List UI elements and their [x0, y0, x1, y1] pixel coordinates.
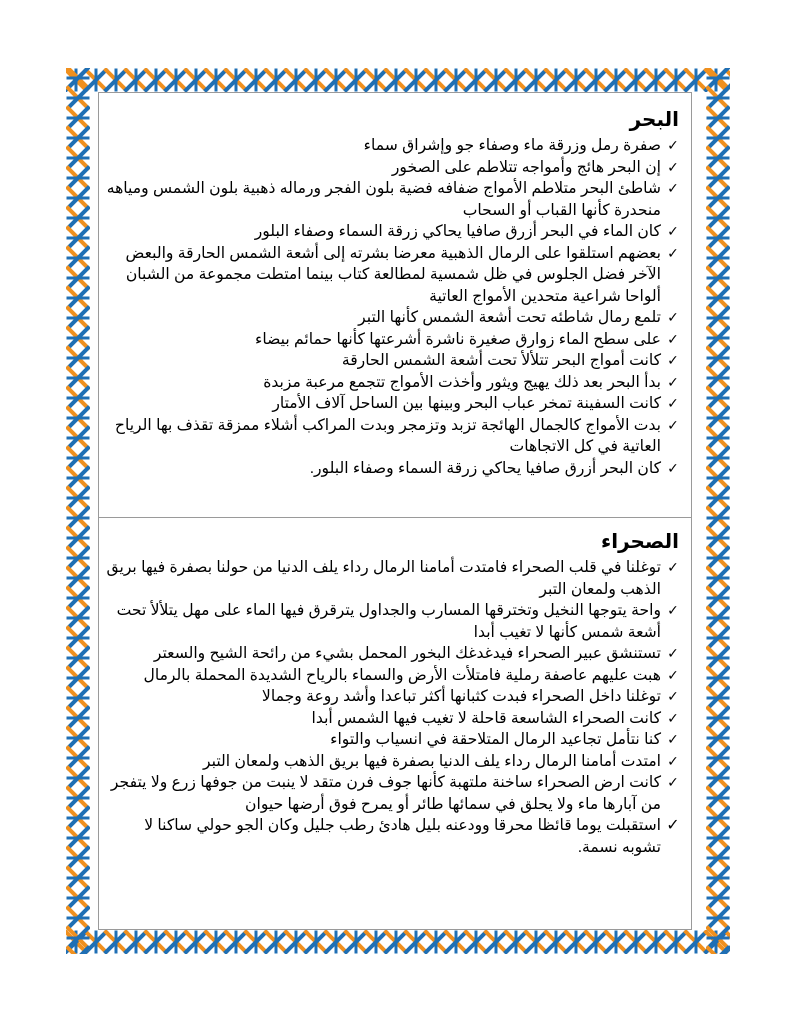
list-item: [105, 157, 681, 179]
checkmark-icon: ✓: [667, 330, 679, 347]
list-item-text: إن البحر هائج وأمواجه تتلاطم على الصخور: [391, 158, 661, 176]
list-item: [105, 221, 681, 243]
desert-list: [105, 557, 681, 858]
list-item: [105, 415, 681, 458]
checkmark-icon: ✓: [667, 180, 679, 196]
list-item: [105, 557, 681, 600]
decorative-border-right: [706, 68, 730, 954]
list-item-text: تلمع رمال شاطئه تحت أشعة الشمس كأنها التبر: [358, 309, 661, 326]
checkmark-icon: ✓: [666, 817, 680, 834]
section-sea: [99, 107, 691, 479]
checkmark-icon: ✓: [667, 309, 679, 325]
list-item-text: استقبلت يوما قائظا محرقا وودعنه بليل هادئ رطب جليل وكان الجو حولي ساكنا لا تشوبه نسمة.: [144, 817, 661, 856]
list-item-text: كان الماء في البحر أزرق صافيا يحاكي زرقة السماء وصفاء البلور: [254, 223, 661, 240]
checkmark-icon: ✓: [667, 602, 679, 618]
list-item-text: كانت السفينة تمخر عباب البحر وبينها بين الساحل آلاف الأمتار: [272, 395, 661, 412]
list-item: [105, 135, 681, 157]
checkmark-icon: ✓: [667, 559, 679, 575]
checkmark-icon: ✓: [667, 373, 679, 390]
list-item-text: كانت أمواج البحر تتلألأ تحت أشعة الشمس الحارقة: [341, 352, 661, 369]
list-item-text: توغلنا في قلب الصحراء فامتدت أمامنا الرمال رداء يلف الدنيا من حولنا بصفرة فيها بريق الذهب ولمعان التبر: [106, 559, 661, 598]
list-item: [105, 686, 681, 708]
sea-list: [105, 135, 681, 479]
checkmark-icon: ✓: [667, 752, 679, 769]
list-item-text: توغلنا داخل الصحراء فبدت كثبانها أكثر تباعدا وأشد روعة وجمالا: [261, 688, 661, 705]
knot-pattern-bottom: [66, 930, 730, 954]
list-item: [105, 729, 681, 751]
section-title-sea: البحر: [629, 109, 679, 131]
knot-pattern-left: [66, 68, 90, 954]
list-item-text: هبت عليهم عاصفة رملية فامتلأت الأرض والسماء بالرياح الشديدة المحملة بالرمال: [143, 666, 661, 684]
list-item-text: واحة يتوجها النخيل وتخترقها المسارب والجداول يترقرق فيها الماء على مهل يتلألأ تحت أشعة شمس كأنها لا تغيب أبدا: [116, 602, 661, 641]
checkmark-icon: ✓: [667, 666, 679, 683]
list-item-text: كانت الصحراء الشاسعة قاحلة لا تغيب فيها الشمس أبدا: [311, 709, 661, 727]
list-item: [105, 772, 681, 815]
list-item: [105, 178, 681, 221]
checkmark-icon: ✓: [667, 158, 679, 175]
list-item: [105, 600, 681, 643]
list-item-text: صفرة رمل وزرقة ماء وصفاء جو وإشراق سماء: [363, 137, 661, 154]
list-item-text: على سطح الماء زوارق صغيرة ناشرة أشرعتها كأنها حمائم بيضاء: [255, 330, 661, 348]
checkmark-icon: ✓: [667, 688, 679, 704]
checkmark-icon: ✓: [667, 731, 679, 747]
decorative-border-bottom: [66, 930, 730, 954]
list-item-text: بدأ البحر بعد ذلك يهيج ويثور وأخذت الأمواج تتجمع مرعبة مزبدة: [263, 373, 661, 391]
list-item-text: كنا نتأمل تجاعيد الرمال المتلاحقة في انسياب والتواء: [330, 731, 661, 748]
checkmark-icon: ✓: [667, 137, 679, 153]
list-item-text: كان البحر أزرق صافيا يحاكي زرقة السماء وصفاء البلور.: [309, 459, 661, 477]
list-item: [105, 458, 681, 480]
decorative-border-left: [66, 68, 90, 954]
list-item-text: شاطئ البحر متلاطم الأمواج ضفافه فضية بلون الفجر ورماله ذهبية بلون الشمس ومياهه منحدرة كأنها القباب أو السحاب: [106, 180, 661, 219]
list-item: [105, 393, 681, 415]
list-item-text: تستنشق عبير الصحراء فيدغدغك البخور المحمل بشيء من رائحة الشيح والسعتر: [153, 645, 661, 662]
list-item: [105, 307, 681, 329]
section-title-desert: الصحراء: [600, 531, 679, 553]
list-item-text: كانت ارض الصحراء ساخنة ملتهبة كأنها جوف فرن متقد لا ينبت من جوفها زرع ولا يتفجر من آبارها ماء ولا يحلق في سمائها طائر أو يمرح فوق أرضها حيوان: [110, 774, 661, 813]
checkmark-icon: ✓: [667, 774, 679, 790]
checkmark-icon: ✓: [667, 395, 679, 411]
section-divider: [99, 517, 691, 518]
list-item: [105, 350, 681, 372]
list-item-text: بدت الأمواج كالجمال الهائجة تزبد وتزمجر وبدت المراكب أشلاء ممزقة تقذف بها الرياح العاتية في كل الاتجاهات: [114, 416, 661, 455]
checkmark-icon: ✓: [667, 709, 679, 726]
list-item-text: بعضهم استلقوا على الرمال الذهبية معرضا بشرته إلى أشعة الشمس الحارقة والبعض الآخر فضل الجلوس في ظل شمسية لمطالعة كتاب بينما امتطت مجموعة من الشبان ألواحا شراعية متحدين الأمواج العاتية: [125, 244, 661, 305]
checkmark-icon: ✓: [667, 459, 679, 476]
list-item: [105, 665, 681, 687]
list-item: [105, 329, 681, 351]
list-item: [105, 815, 681, 858]
checkmark-icon: ✓: [667, 223, 679, 239]
list-item: [105, 643, 681, 665]
list-item-text: امتدت أمامنا الرمال رداء يلف الدنيا بصفرة فيها بريق الذهب ولمعان التبر: [203, 752, 661, 770]
checkmark-icon: ✓: [667, 244, 679, 261]
knot-pattern-top: [66, 68, 730, 92]
list-item: [105, 751, 681, 773]
section-desert: [99, 529, 691, 858]
checkmark-icon: ✓: [667, 645, 679, 661]
checkmark-icon: ✓: [667, 416, 679, 433]
decorative-border-top: [66, 68, 730, 92]
knot-pattern-right: [706, 68, 730, 954]
list-item: [105, 243, 681, 308]
checkmark-icon: ✓: [667, 352, 679, 368]
content-box: [98, 92, 692, 930]
list-item: [105, 372, 681, 394]
list-item: [105, 708, 681, 730]
